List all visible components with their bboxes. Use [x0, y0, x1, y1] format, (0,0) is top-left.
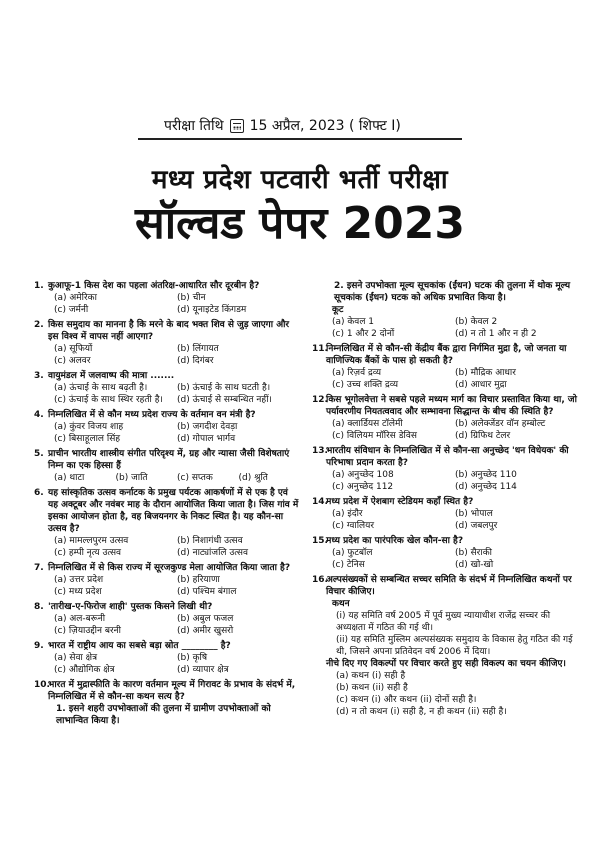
question-text: भारत में मुद्रास्फीति के कारण वर्तमान मूल्य में गिरावट के प्रभाव के संदर्भ में, निम्नलिखित में से कौन-सा कथन सत्य है? [48, 680, 296, 702]
option: (d) पश्चिम बंगाल [177, 587, 237, 597]
question-9 [34, 640, 300, 676]
statement-1: 1. इसने शहरी उपभोक्ताओं की तुलना में ग्रामीण उपभोक्ताओं को लाभान्वित किया है। [56, 704, 271, 726]
option: (d) न तो 1 और न ही 2 [455, 329, 537, 339]
option: (b) भोपाल [455, 509, 493, 519]
question-text: 'तारीख-ए-फिरोज शाही' पुस्तक किसने लिखी थी? [48, 602, 213, 612]
option: (d) ग्रिफिथ टेलर [455, 431, 511, 441]
option: (d) गोपाल भार्गव [177, 434, 236, 444]
options [48, 574, 300, 598]
options [48, 421, 300, 445]
option: (a) कथन (i) सही है [336, 671, 406, 681]
question-number: 2. [34, 320, 44, 330]
options [326, 469, 578, 493]
option: (b) अनुच्छेद 110 [455, 470, 517, 480]
option: (d) अमीर खुसरो [177, 626, 234, 636]
question-6 [34, 487, 300, 559]
exam-date-header [138, 110, 462, 140]
option: (d) दिगंबर [177, 356, 214, 366]
option: (b) अबुल फजल [177, 614, 234, 624]
option: (a) थाटा [54, 473, 85, 483]
options [48, 652, 300, 676]
option: (b) कृषि [177, 653, 208, 663]
question-number: 3. [34, 371, 44, 381]
option: (a) सेवा क्षेत्र [54, 653, 98, 663]
option: (b) कथन (ii) सही है [336, 683, 408, 693]
question-text: भारत में राष्ट्रीय आय का सबसे बड़ा स्रोत ________ है? [48, 641, 231, 651]
option: (d) आधार मुद्रा [455, 380, 507, 390]
question-8 [34, 601, 300, 637]
question-number: 4. [34, 410, 44, 420]
option: (c) ग्वालियर [332, 521, 375, 531]
option: (c) सप्तक [177, 473, 213, 483]
right-column [312, 280, 578, 721]
question-text: निम्नलिखित में से कौन मध्य प्रदेश राज्य के वर्तमान वन मंत्री है? [48, 410, 256, 420]
options [326, 508, 578, 532]
option: (c) अनुच्छेद 112 [332, 482, 394, 492]
paper-title: सॉल्वड पेपर 2023 [134, 198, 466, 249]
options [48, 613, 300, 637]
question-text: भारतीय संविधान के निम्नलिखित में से कौन-सा अनुच्छेद 'धन विधेयक' की परिभाषा प्रदान करता है? [326, 446, 569, 468]
option: (a) अनुच्छेद 108 [332, 470, 394, 480]
question-number: 9. [34, 641, 44, 651]
question-3 [34, 370, 300, 406]
option: (b) हरियाणा [177, 575, 220, 585]
option: (b) केवल 2 [455, 317, 498, 327]
exam-date-label: परीक्षा तिथि [164, 118, 224, 134]
question-number: 16. [312, 575, 328, 585]
question-11 [312, 343, 578, 391]
question-text: प्राचीन भारतीय शास्त्रीय संगीत परिदृश्य में, ग्रह और न्यासा जैसी विशेषताएं निम्न का एक हिस्सा हैं [48, 449, 290, 471]
option: (b) जाति [115, 473, 148, 483]
question-number: 13. [312, 446, 328, 456]
option: (d) व्यापार क्षेत्र [177, 665, 229, 675]
option: (c) ऊंचाई के साथ स्थिर रहती है। [54, 395, 163, 405]
question-2 [34, 319, 300, 367]
option: (d) नाट्यांजलि उत्सव [177, 548, 248, 558]
options [326, 367, 578, 391]
options [326, 547, 578, 571]
option: (d) जबलपुर [455, 521, 498, 531]
question-number: 14. [312, 497, 328, 507]
option: (c) विलियम मॉरिस डेविस [332, 431, 417, 441]
option: (a) केवल 1 [332, 317, 375, 327]
question-text: निम्नलिखित में से कौन-सी केंद्रीय बैंक द्वारा निर्गमित मुद्रा है, जो जनता या वाणिज्यिक बैंकों के पास हो सकती है? [326, 344, 567, 366]
question-number: 11. [312, 344, 328, 354]
statement: (ii) यह समिति मुस्लिम अल्पसंख्यक समुदाय के विकास हेतु गठित की गई थी, जिसने अपना प्रतिवेदन वर्ष 2006 में दिया। [336, 635, 573, 657]
exam-date-row [164, 116, 401, 135]
question-14 [312, 496, 578, 532]
option: (d) श्रुति [238, 473, 268, 483]
question-text: मध्य प्रदेश में ऐशबाग स्टेडियम कहाँ स्थित है? [326, 497, 474, 507]
options [48, 535, 300, 559]
left-column [34, 280, 300, 730]
question-text: कुआफू-1 किस देश का पहला अंतरिक्ष-आधारित सौर दूरबीन है? [48, 281, 260, 291]
option: (c) औद्योगिक क्षेत्र [54, 665, 115, 675]
question-text: वायुमंडल में जलवाष्प की मात्रा ....... [48, 371, 175, 381]
question-10 [34, 679, 300, 727]
options [48, 382, 300, 406]
option: (a) फुटबॉल [332, 548, 373, 558]
option: (a) रिज़र्व द्रव्य [332, 368, 382, 378]
option: (a) सूफियों [54, 344, 93, 354]
option: (d) ऊंचाई से सम्बन्धित नहीं। [177, 395, 272, 405]
question-13 [312, 445, 578, 493]
question-number: 7. [34, 563, 44, 573]
option: (c) ज़ियाउद्दीन बरनी [54, 626, 122, 636]
option: (b) सैराकी [455, 548, 492, 558]
question-5 [34, 448, 300, 484]
option: (d) खो-खो [455, 560, 494, 570]
question-text: यह सांस्कृतिक उत्सव कर्नाटक के प्रमुख पर्यटक आकर्षणों में से एक है एवं यह अक्टूबर और नवंबर माह के दौरान आयोजित किया जाता है। जिस गांव में इसका आयोजन होता है, वह बिजयनगर के निकट स्थित है। यह कौन-सा उत्सव है? [48, 488, 299, 534]
question-text: किस भूगोलवेत्ता ने सबसे पहले मध्यम मार्ग का विचार प्रस्तावित किया था, जो पर्यावरणीय नियतत्ववाद और सम्भावना सिद्धान्त के बीच की स्थिति है? [326, 395, 577, 417]
exam-title: मध्य प्रदेश पटवारी भर्ती परीक्षा [151, 165, 449, 195]
option: (c) 1 और 2 दोनों [332, 329, 395, 339]
option: (c) जर्मनी [54, 305, 89, 315]
options [326, 418, 578, 442]
calendar-icon [230, 119, 244, 133]
question-text: मध्य प्रदेश का पारंपरिक खेल कौन-सा है? [326, 536, 464, 546]
code-label: कूट [332, 305, 344, 315]
option: (b) निशागंधी उत्सव [177, 536, 243, 546]
option: (d) न तो कथन (i) सही है, न ही कथन (ii) सही है। [336, 707, 507, 717]
question-text: किस समुदाय का मानना है कि मरने के बाद भक्त शिव से जुड़ जाएगा और इस विश्व में वापस नहीं आएगा? [48, 320, 290, 342]
option: (b) जगदीश देवड़ा [177, 422, 238, 432]
option: (a) इंदौर [332, 509, 363, 519]
options [48, 343, 300, 367]
question-number: 8. [34, 602, 44, 612]
option: (d) अनुच्छेद 114 [455, 482, 517, 492]
option: (b) लिंगायत [177, 344, 219, 354]
question-16 [312, 574, 578, 718]
option: (b) मौद्रिक आधार [455, 368, 516, 378]
question-number: 1. [34, 281, 44, 291]
option: (d) यूनाइटेड किंगडम [177, 305, 247, 315]
option: (a) कुंवर विजय शाह [54, 422, 124, 432]
question-number: 10. [34, 680, 50, 690]
options [326, 316, 578, 340]
selection-prompt: नीचे दिए गए विकल्पों पर विचार करते हुए सही विकल्प का चयन कीजिए। [326, 659, 566, 669]
header-underline [138, 138, 462, 140]
question-10-continued [312, 280, 578, 340]
option: (b) अलेक्जेंडर वॉन हम्बोल्ट [455, 419, 546, 429]
options [48, 292, 300, 316]
question-text: अल्पसंख्यकों से सम्बन्धित सच्चर समिति के संदर्भ में निम्नलिखित कथनों पर विचार कीजिए। [326, 575, 572, 597]
statement-2: 2. इसने उपभोक्ता मूल्य सूचकांक (ईंधन) घटक की तुलना में थोक मूल्य सूचकांक (ईंधन) घटक को अधिक प्रभावित किया है। [334, 281, 571, 303]
question-7 [34, 562, 300, 598]
option: (a) उत्तर प्रदेश [54, 575, 104, 585]
option: (a) अल-बरूनी [54, 614, 106, 624]
option: (a) अमेरिका [54, 293, 97, 303]
question-1 [34, 280, 300, 316]
statements-heading: कथन [332, 599, 350, 609]
option: (a) मामल्लपुरम उत्सव [54, 536, 129, 546]
option: (a) ऊंचाई के साथ बढ़ती है। [54, 383, 148, 393]
option: (a) क्लार्डियस टॉलेमी [332, 419, 403, 429]
option: (c) टेनिस [332, 560, 365, 570]
option: (c) कथन (i) और कथन (ii) दोनों सही है। [336, 695, 477, 705]
option: (b) ऊंचाई के साथ घटती है। [177, 383, 271, 393]
options [48, 472, 300, 484]
question-12 [312, 394, 578, 442]
question-15 [312, 535, 578, 571]
option: (c) हम्पी नृत्य उत्सव [54, 548, 122, 558]
question-number: 12. [312, 395, 328, 405]
question-number: 15. [312, 536, 328, 546]
option: (c) अलवर [54, 356, 91, 366]
question-number: 6. [34, 488, 44, 498]
option: (b) चीन [177, 293, 206, 303]
question-text: निम्नलिखित में से किस राज्य में सूरजकुण्ड मेला आयोजित किया जाता है? [48, 563, 291, 573]
option: (c) बिसाहूलाल सिंह [54, 434, 121, 444]
option: (c) उच्च शक्ति द्रव्य [332, 380, 399, 390]
statement: (i) यह समिति वर्ष 2005 में पूर्व मुख्य न्यायाधीश राजेंद्र सच्चर की अध्यक्षता में गठित की गई थी। [336, 611, 551, 633]
option: (c) मध्य प्रदेश [54, 587, 102, 597]
question-number: 5. [34, 449, 44, 459]
exam-date-value: 15 अप्रैल, 2023 ( शिफ्ट I) [249, 118, 401, 134]
question-4 [34, 409, 300, 445]
